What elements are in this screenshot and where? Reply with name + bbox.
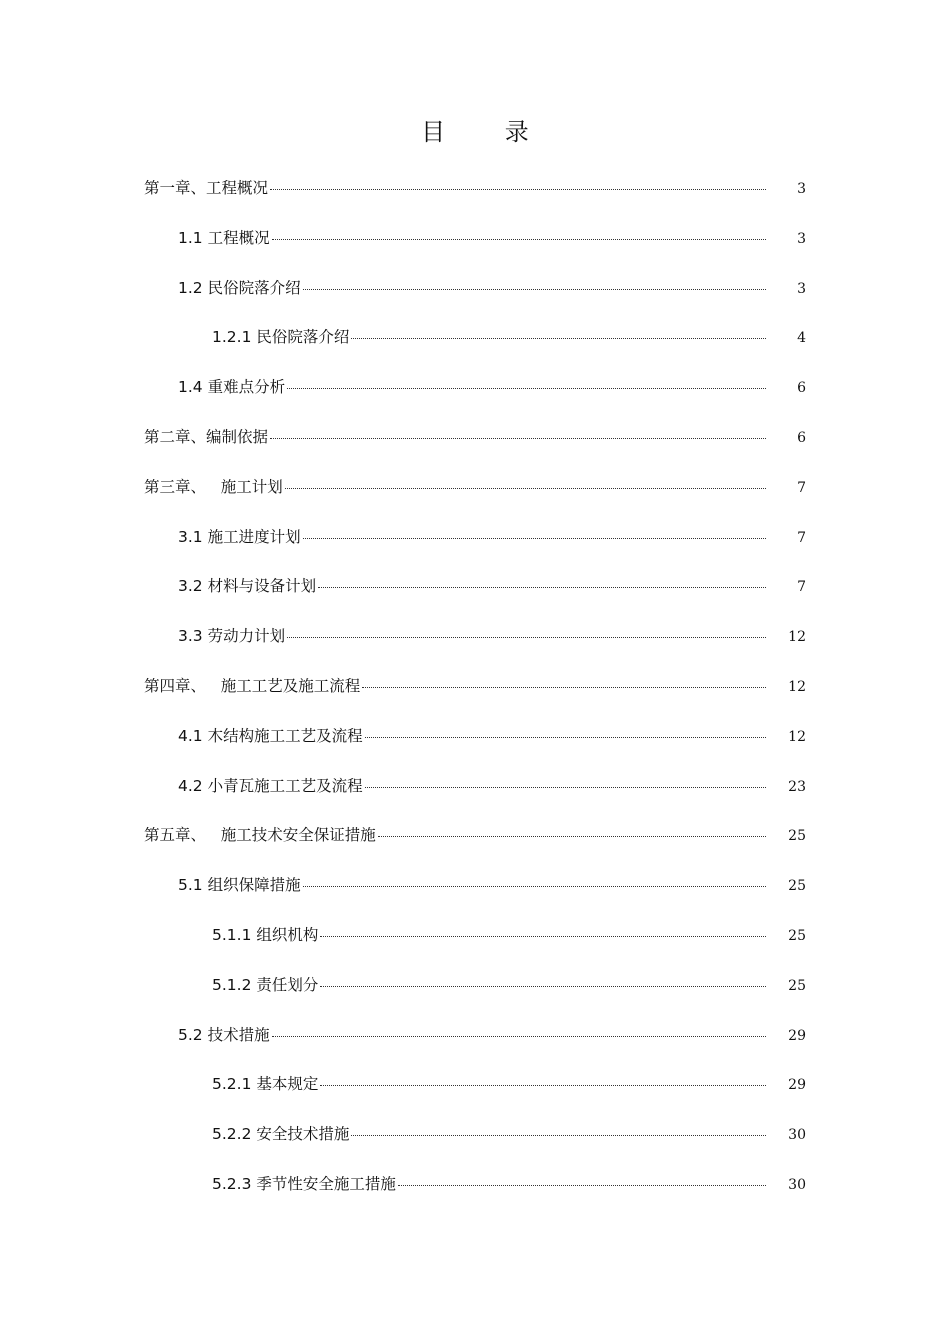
toc-entry-label: 5.2.2 安全技术措施 <box>212 1125 350 1144</box>
toc-dot-leader <box>362 686 766 688</box>
toc-page-number: 30 <box>788 1127 806 1144</box>
toc-entry-label: 第五章、 施工技术安全保证措施 <box>144 826 376 845</box>
toc-entry-label: 3.2 材料与设备计划 <box>178 577 317 596</box>
toc-dot-leader <box>320 985 766 987</box>
toc-entry-label: 4.1 木结构施工工艺及流程 <box>178 726 363 745</box>
toc-page-number: 12 <box>788 728 806 745</box>
toc-dot-leader <box>365 736 766 738</box>
toc-dot-leader <box>303 885 766 887</box>
toc-entry[interactable] <box>0 369 950 419</box>
toc-entry-label: 5.2.1 基本规定 <box>212 1075 319 1094</box>
toc-entry[interactable] <box>0 718 950 768</box>
toc-entry-label: 第三章、 施工计划 <box>144 477 283 496</box>
toc-page-number: 4 <box>797 330 806 347</box>
table-of-contents <box>0 170 950 1216</box>
toc-entry[interactable] <box>0 419 950 469</box>
toc-entry[interactable] <box>0 568 950 618</box>
toc-page-number: 3 <box>797 230 806 247</box>
toc-entry[interactable] <box>0 319 950 369</box>
toc-entry-label: 4.2 小青瓦施工工艺及流程 <box>178 776 363 795</box>
toc-entry-label: 5.1 组织保障措施 <box>178 876 301 895</box>
toc-entry[interactable] <box>0 220 950 270</box>
toc-page-number: 12 <box>788 678 806 695</box>
toc-dot-leader <box>320 935 766 937</box>
toc-entry-label: 第二章、编制依据 <box>144 427 269 446</box>
toc-dot-leader <box>270 188 766 190</box>
toc-page-number: 30 <box>788 1176 806 1193</box>
toc-page-number: 25 <box>788 977 806 994</box>
toc-dot-leader <box>270 437 766 439</box>
toc-entry[interactable] <box>0 1166 950 1216</box>
toc-dot-leader <box>320 1084 766 1086</box>
toc-page-number: 12 <box>788 629 806 646</box>
toc-entry[interactable] <box>0 1116 950 1166</box>
toc-entry-label: 1.1 工程概况 <box>178 228 270 247</box>
toc-entry[interactable] <box>0 1066 950 1116</box>
toc-entry[interactable] <box>0 1017 950 1067</box>
toc-page-number: 29 <box>788 1077 806 1094</box>
toc-entry-label: 1.4 重难点分析 <box>178 378 286 397</box>
toc-entry[interactable] <box>0 668 950 718</box>
toc-page-number: 25 <box>788 927 806 944</box>
page-title: 目 录 <box>421 118 555 146</box>
toc-entry[interactable] <box>0 270 950 320</box>
toc-entry[interactable] <box>0 618 950 668</box>
toc-dot-leader <box>318 586 766 588</box>
toc-dot-leader <box>287 387 766 389</box>
toc-page-number: 25 <box>788 878 806 895</box>
toc-entry[interactable] <box>0 768 950 818</box>
toc-dot-leader <box>303 537 766 539</box>
toc-entry[interactable] <box>0 519 950 569</box>
toc-page-number: 3 <box>797 181 806 197</box>
toc-dot-leader <box>351 1134 766 1136</box>
toc-page-number: 29 <box>788 1027 806 1044</box>
toc-page-number: 7 <box>797 529 806 546</box>
toc-entry-label: 3.3 劳动力计划 <box>178 627 286 646</box>
toc-entry-label: 1.2 民俗院落介绍 <box>178 278 301 297</box>
toc-page-number: 6 <box>797 429 806 446</box>
toc-entry-label: 第一章、工程概况 <box>144 179 269 197</box>
toc-dot-leader <box>285 487 766 489</box>
toc-entry-label: 5.1.1 组织机构 <box>212 925 319 944</box>
toc-page-number: 25 <box>788 828 806 845</box>
toc-dot-leader <box>365 786 766 788</box>
toc-entry[interactable] <box>0 917 950 967</box>
toc-entry[interactable] <box>0 170 950 220</box>
toc-dot-leader <box>378 835 766 837</box>
toc-entry-label: 5.1.2 责任划分 <box>212 975 319 994</box>
toc-dot-leader <box>287 636 766 638</box>
toc-entry-label: 3.1 施工进度计划 <box>178 527 301 546</box>
toc-dot-leader <box>272 1035 766 1037</box>
toc-page-number: 23 <box>788 778 806 795</box>
toc-page-number: 6 <box>797 380 806 397</box>
toc-dot-leader <box>351 337 766 339</box>
toc-entry[interactable] <box>0 867 950 917</box>
toc-dot-leader <box>272 238 766 240</box>
toc-entry[interactable] <box>0 967 950 1017</box>
toc-page-number: 7 <box>797 479 806 496</box>
toc-dot-leader <box>398 1184 766 1186</box>
toc-entry-label: 第四章、 施工工艺及施工流程 <box>144 676 361 695</box>
toc-page-number: 7 <box>797 579 806 596</box>
toc-entry-label: 1.2.1 民俗院落介绍 <box>212 328 350 347</box>
toc-entry-label: 5.2 技术措施 <box>178 1025 270 1044</box>
toc-entry[interactable] <box>0 817 950 867</box>
toc-dot-leader <box>303 288 766 290</box>
toc-page-number: 3 <box>797 280 806 297</box>
toc-entry[interactable] <box>0 469 950 519</box>
toc-entry-label: 5.2.3 季节性安全施工措施 <box>212 1174 396 1193</box>
